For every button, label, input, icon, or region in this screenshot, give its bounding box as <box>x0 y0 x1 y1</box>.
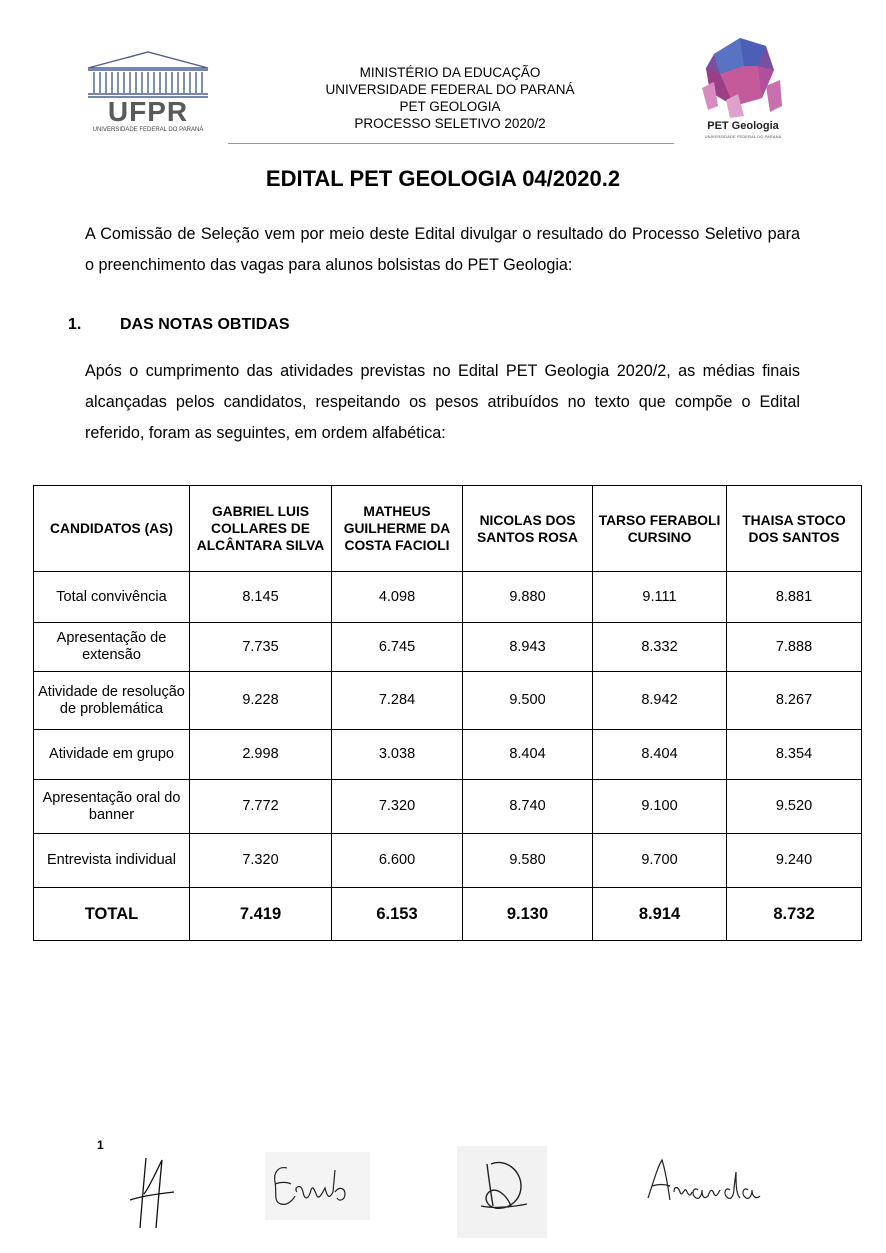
table-header-row <box>34 486 862 572</box>
score-cell: 8.404 <box>593 730 727 780</box>
score-cell: 7.772 <box>190 780 332 834</box>
signature-2 <box>265 1152 370 1220</box>
score-cell: 9.580 <box>463 834 593 888</box>
pet-geologia-logo-title: PET Geologia <box>707 120 779 132</box>
candidate-header: THAISA STOCO DOS SANTOS <box>727 486 862 572</box>
score-cell: 8.332 <box>593 623 727 672</box>
signature-1-image <box>126 1150 178 1232</box>
table-row <box>34 834 862 888</box>
score-cell: 4.098 <box>332 572 463 623</box>
score-cell: 8.267 <box>727 672 862 730</box>
row-label: Total convivência <box>34 572 190 623</box>
candidate-header: TARSO FERABOLI CURSINO <box>593 486 727 572</box>
score-cell: 8.740 <box>463 780 593 834</box>
signature-3 <box>457 1146 547 1238</box>
table-corner-header: CANDIDATOS (AS) <box>34 486 190 572</box>
signature-4-image <box>640 1150 766 1220</box>
signature-4 <box>640 1150 766 1220</box>
total-cell: 7.419 <box>190 888 332 941</box>
section-heading <box>68 316 289 334</box>
row-label: Atividade de resolução de problemática <box>34 672 190 730</box>
pet-geologia-logo <box>700 36 786 140</box>
table-row <box>34 623 862 672</box>
candidate-header: MATHEUS GUILHERME DA COSTA FACIOLI <box>332 486 463 572</box>
score-cell: 9.520 <box>727 780 862 834</box>
score-cell: 7.284 <box>332 672 463 730</box>
score-cell: 3.038 <box>332 730 463 780</box>
score-cell: 7.320 <box>332 780 463 834</box>
ufpr-logo-subtitle: UNIVERSIDADE FEDERAL DO PARANÁ <box>92 127 204 133</box>
section-title: DAS NOTAS OBTIDAS <box>120 316 290 333</box>
score-cell: 9.700 <box>593 834 727 888</box>
score-cell: 8.145 <box>190 572 332 623</box>
pet-geologia-logo-subtitle: UNIVERSIDADE FEDERAL DO PARANÁ <box>704 134 782 139</box>
signature-3-image <box>457 1146 547 1238</box>
score-cell: 8.943 <box>463 623 593 672</box>
table-row <box>34 572 862 623</box>
header-text <box>300 64 600 132</box>
row-label: Entrevista individual <box>34 834 190 888</box>
ufpr-logo <box>84 48 212 134</box>
score-cell: 9.500 <box>463 672 593 730</box>
header-line-ministry: MINISTÉRIO DA EDUCAÇÃO <box>359 65 541 80</box>
header-line-process: PROCESSO SELETIVO 2020/2 <box>354 116 546 131</box>
score-cell: 2.998 <box>190 730 332 780</box>
total-label: TOTAL <box>34 888 190 941</box>
candidate-header: GABRIEL LUIS COLLARES DE ALCÂNTARA SILVA <box>190 486 332 572</box>
page-number: 1 <box>97 1138 104 1152</box>
score-cell: 8.354 <box>727 730 862 780</box>
score-cell: 6.600 <box>332 834 463 888</box>
section-paragraph: Após o cumprimento das atividades previstas no Edital PET Geologia 2020/2, as médias finais alcançadas pelos candidatos, respeitando os pesos atribuídos no texto que compõe o Edital referido, foram as seguintes, em ordem alfabética: <box>85 362 800 442</box>
signature-1 <box>126 1150 178 1237</box>
total-cell: 6.153 <box>332 888 463 941</box>
row-label: Atividade em grupo <box>34 730 190 780</box>
crystal-icon <box>700 36 786 120</box>
table-row <box>34 730 862 780</box>
score-cell: 9.100 <box>593 780 727 834</box>
score-cell: 6.745 <box>332 623 463 672</box>
score-cell: 7.320 <box>190 834 332 888</box>
score-cell: 7.735 <box>190 623 332 672</box>
scores-table <box>33 485 862 941</box>
score-cell: 9.240 <box>727 834 862 888</box>
header-divider <box>228 143 674 144</box>
total-cell: 9.130 <box>463 888 593 941</box>
total-cell: 8.732 <box>727 888 862 941</box>
score-cell: 8.881 <box>727 572 862 623</box>
row-label: Apresentação de extensão <box>34 623 190 672</box>
row-label: Apresentação oral do banner <box>34 780 190 834</box>
candidate-header: NICOLAS DOS SANTOS ROSA <box>463 486 593 572</box>
ufpr-logo-text: UFPR <box>107 96 189 127</box>
table-row <box>34 780 862 834</box>
score-cell: 7.888 <box>727 623 862 672</box>
header-line-program: PET GEOLOGIA <box>399 99 501 114</box>
score-cell: 9.880 <box>463 572 593 623</box>
signature-2-image <box>265 1152 370 1220</box>
document-title: EDITAL PET GEOLOGIA 04/2020.2 <box>265 166 621 191</box>
table-total-row <box>34 888 862 941</box>
score-cell: 9.111 <box>593 572 727 623</box>
section-number: 1. <box>68 316 82 333</box>
total-cell: 8.914 <box>593 888 727 941</box>
intro-paragraph: A Comissão de Seleção vem por meio deste Edital divulgar o resultado do Processo Seletivo para o preenchimento das vagas para alunos bolsistas do PET Geologia: <box>85 225 800 274</box>
score-cell: 8.404 <box>463 730 593 780</box>
score-cell: 8.942 <box>593 672 727 730</box>
header-line-university: UNIVERSIDADE FEDERAL DO PARANÁ <box>325 82 575 97</box>
score-cell: 9.228 <box>190 672 332 730</box>
table-row <box>34 672 862 730</box>
